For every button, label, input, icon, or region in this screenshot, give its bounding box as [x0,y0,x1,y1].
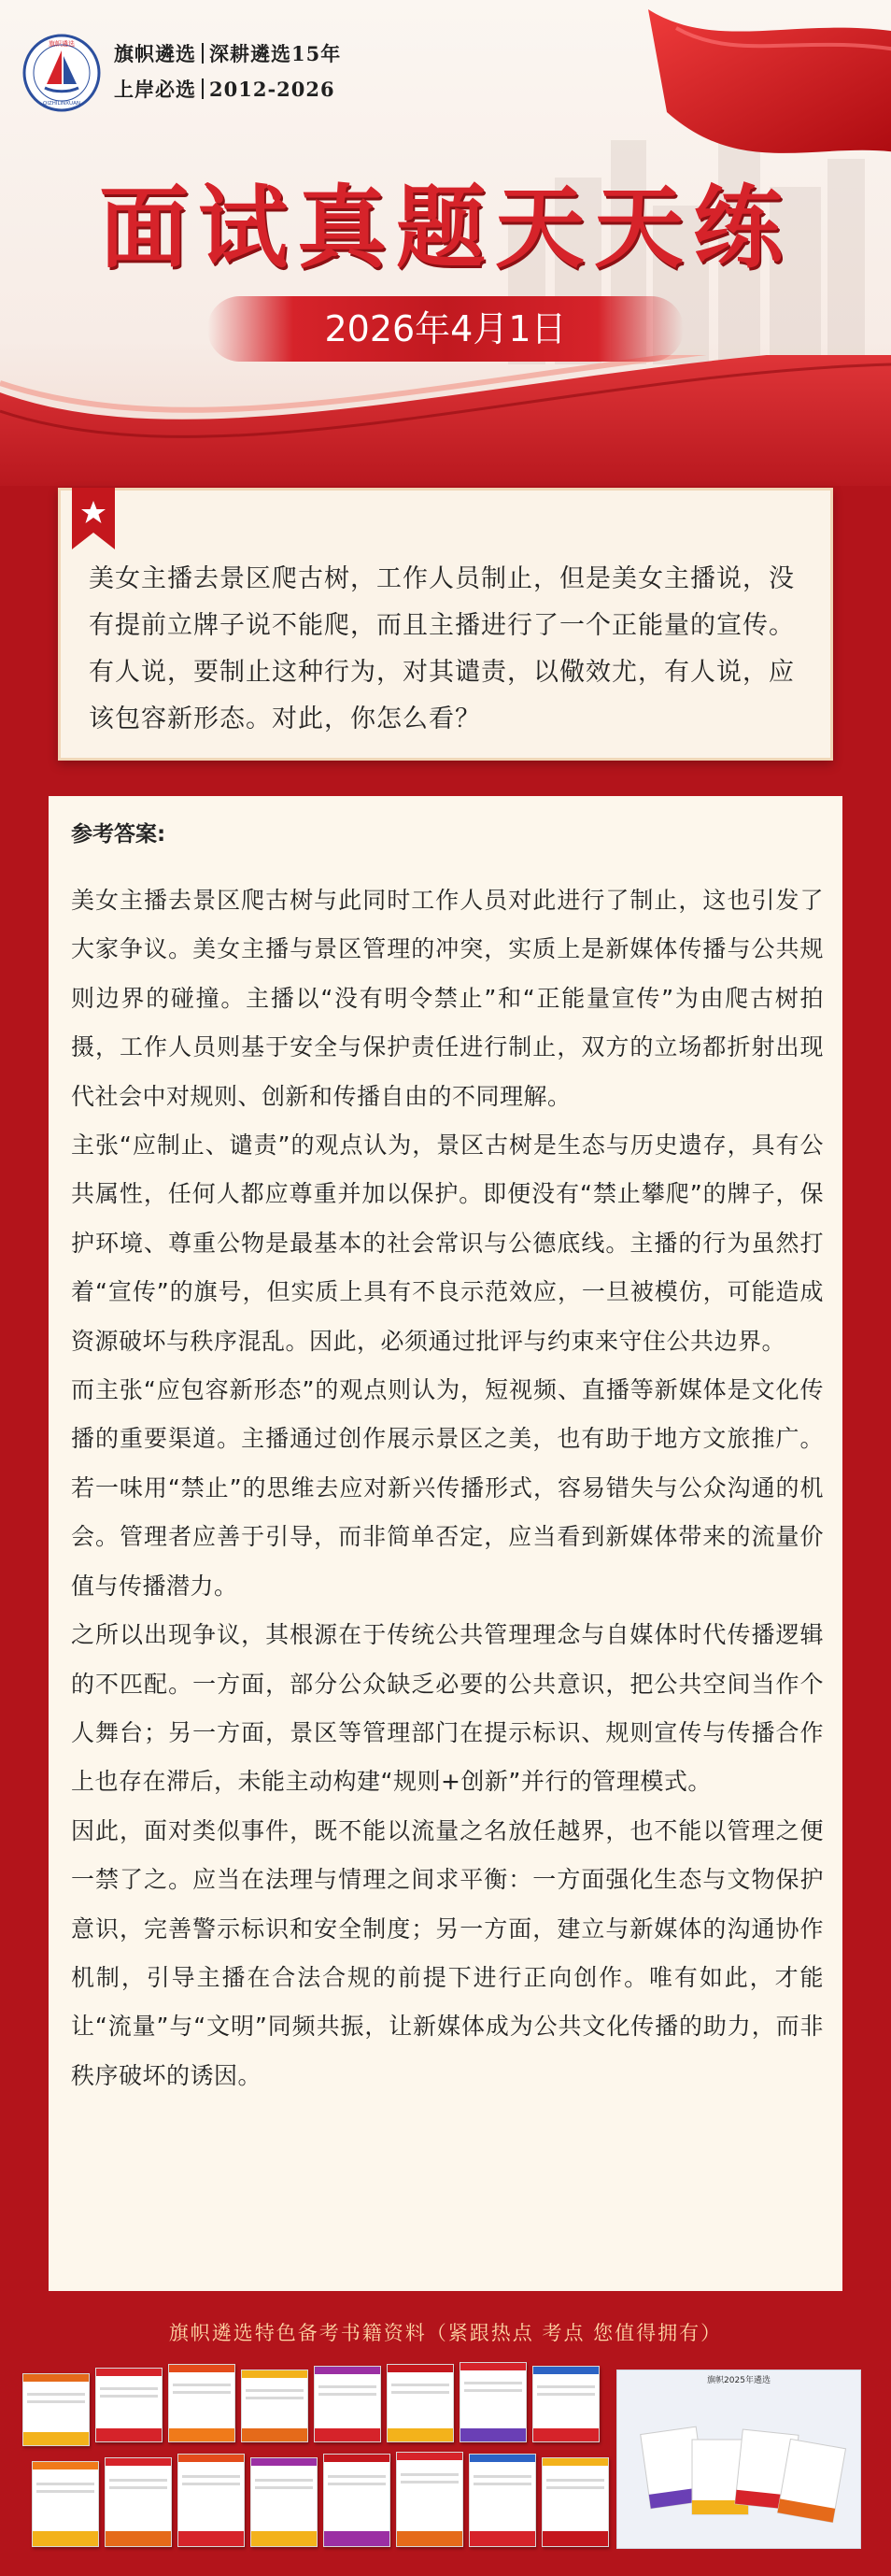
book-cover-image [177,2454,245,2547]
promo-card [616,2370,861,2549]
book-cover-image [95,2368,163,2442]
book-cover-image [241,2370,308,2442]
answer-label: 参考答案: [71,822,166,847]
divider [202,43,204,64]
brand-line-2 [114,75,335,103]
question-text: 美女主播去景区爬古树，工作人员制止，但是美女主播说，没有提前立牌子说不能爬，而且主播进行了一个正能量的宣传。有人说，要制止这种行为，对其谴责，以儆效尤，有人说，应该包容新形态。对此，你怎么看？ [89,564,795,733]
answer-paragraph: 美女主播去景区爬古树与此同时工作人员对此进行了制止，这也引发了大家争议。美女主播与景区管理的冲突，实质上是新媒体传播与公共规则边界的碰撞。主播以“没有明令禁止”和“正能量宣传”为由爬古树拍摄，工作人员则基于安全与保护责任进行制止，双方的立场都折射出现代社会中对规则、创新和传播自由的不同理解。 [71,887,824,1110]
book-cover-image [396,2452,463,2547]
question-card [58,488,833,761]
book-showcase [22,2360,869,2556]
answer-paragraph: 主张“应制止、谴责”的观点认为，景区古树是生态与历史遗存，具有公共属性，任何人都应尊重并加以保护。即便没有“禁止攀爬”的牌子，保护环境、尊重公物是最基本的社会常识与公德底线。主播的行为虽然打着“宣传”的旗号，但实质上具有不良示范效应，一旦被模仿，可能造成资源破坏与秩序混乱。因此，必须通过批评与约束来守住公共边界。 [71,1131,824,1355]
answer-body [71,876,824,2100]
header-banner [0,0,891,486]
book-cover-image [460,2362,527,2442]
book-cover-image [22,2373,90,2446]
date-badge: 2026年4月1日 [207,296,684,362]
brand-years: 2012-2026 [209,78,335,101]
answer-paragraph: 因此，面对类似事件，既不能以流量之名放任越界，也不能以管理之便一禁了之。应当在法理与情理之间求平衡：一方面强化生态与文物保护意识，完善警示标识和安全制度；另一方面，建立与新媒体的沟通协作机制，引导主播在合法合规的前提下进行正向创作。唯有如此，才能让“流量”与“文明”同频共振，让新媒体成为公共文化传播的助力，而非秩序破坏的诱因。 [71,1816,824,2089]
divider [202,78,204,99]
brand-logo [22,34,101,112]
book-cover-image [469,2454,536,2547]
book-cover-image [314,2366,381,2442]
page-title: 面试真题天天练 [99,175,792,280]
brand-slogan: 上岸必选 [114,78,196,101]
book-cover-image [32,2461,99,2547]
brand-tagline: 深耕遴选15年 [209,42,342,65]
answer-paragraph: 之所以出现争议，其根源在于传统公共管理理念与自媒体时代传播逻辑的不匹配。一方面，部分公众缺乏必要的公共意识，把公共空间当作个人舞台；另一方面，景区等管理部门在提示标识、规则宣传与传播合作上也存在滞后，未能主动构建“规则+创新”并行的管理模式。 [71,1621,824,1796]
book-cover-image [250,2457,318,2547]
brand-line-1 [114,39,341,67]
book-cover-image [542,2457,609,2547]
svg-text:QIZHILINXUAN: QIZHILINXUAN [43,101,80,107]
answer-paragraph: 而主张“应包容新形态”的观点则认为，短视频、直播等新媒体是文化传播的重要渠道。主播通过创作展示景区之美，也有助于地方文旅推广。若一味用“禁止”的思维去应对新兴传播形式，容易错失与公众沟通的机会。管理者应善于引导，而非简单否定，应当看到新媒体带来的流量价值与传播潜力。 [71,1376,824,1600]
brand-name: 旗帜遴选 [114,42,196,65]
book-cover-image [387,2364,454,2442]
red-wave-decoration [0,355,891,486]
bookmark-star-icon [72,488,115,549]
book-cover-image [168,2364,235,2442]
svg-text:旗帜遴选: 旗帜遴选 [49,40,75,48]
book-fan-image [627,2412,853,2542]
book-cover-image [105,2457,172,2547]
book-cover-image [323,2454,390,2547]
footer-caption: 旗帜遴选特色备考书籍资料（紧跟热点 考点 您值得拥有） [168,2322,723,2344]
promo-title: 旗帜2025年遴选 [707,2376,771,2385]
answer-card [49,796,842,2291]
book-cover-image [532,2366,600,2442]
